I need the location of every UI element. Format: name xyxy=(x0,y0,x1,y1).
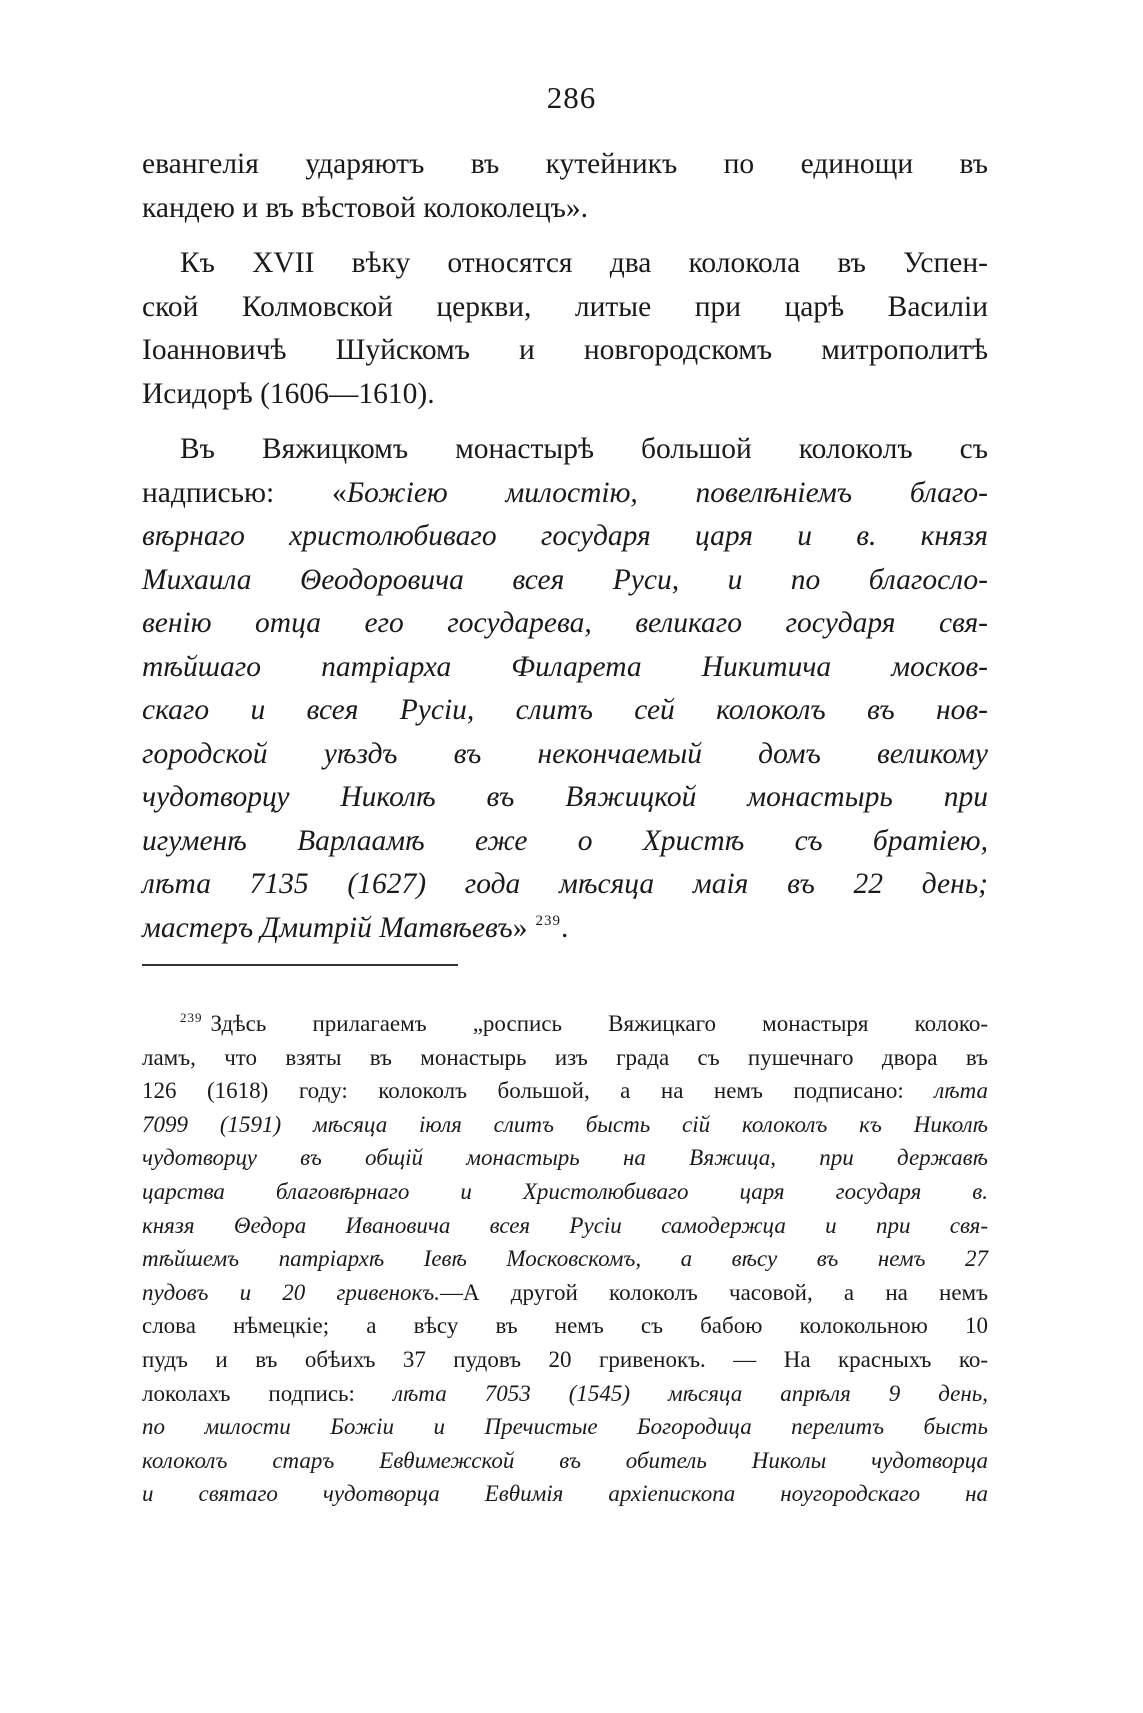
text-line xyxy=(142,559,988,603)
quoted-inscription-text: скаго и всея Русіи, слитъ сей колоколъ въ нов- xyxy=(142,694,988,726)
quoted-inscription-text: 7099 (1591) мѣсяца іюля слитъ бысть сій колоколъ къ Николѣ xyxy=(142,1111,988,1137)
quoted-inscription-text: царства благовѣрнаго и Христолюбиваго царя государя в. xyxy=(142,1178,988,1204)
text-line xyxy=(142,1209,988,1243)
body-text: ской Колмовской церкви, литые при царѣ Василіи xyxy=(142,290,988,323)
paragraph-gap xyxy=(142,230,988,242)
text-line xyxy=(142,373,988,417)
quoted-inscription-text: и святаго чудотворца Евθимія архіепископа ноугородскаго на xyxy=(142,1481,988,1507)
text-line xyxy=(142,689,988,733)
quoted-inscription-text: вѣрнаго христолюбиваго государя царя и в. князя xyxy=(142,520,988,552)
page-number: 286 xyxy=(546,80,597,115)
text-line xyxy=(142,515,988,559)
body-text: слова нѣмецкіе; а вѣсу въ немъ съ бабою колокольною 10 xyxy=(142,1313,988,1339)
quoted-inscription-text: венію отца его государева, великаго государя свя- xyxy=(142,607,988,639)
text-line xyxy=(142,776,988,820)
text-line xyxy=(142,1041,988,1075)
quoted-inscription-text: мастеръ Дмитрій Матвѣевъ xyxy=(142,911,513,944)
paragraph-gap xyxy=(142,416,988,428)
body-text: Іоанновичѣ Шуйскомъ и новгородскомъ митрополитѣ xyxy=(142,334,988,366)
text-line xyxy=(142,1007,988,1041)
quoted-inscription-text: чудотворцу въ общій монастырь на Вяжица, при державѣ xyxy=(142,1145,988,1171)
body-text: Къ XVII вѣку относятся два колокола въ Успен- xyxy=(180,247,988,279)
text-line xyxy=(142,1175,988,1209)
text-line xyxy=(142,329,988,373)
footnote-reference: 239 xyxy=(535,912,561,929)
body-text: локолахъ подпись: xyxy=(142,1380,393,1406)
body-text: Въ Вяжицкомъ монастырѣ большой колоколъ съ xyxy=(180,433,988,465)
text-line xyxy=(142,1276,988,1310)
body-text: » xyxy=(512,911,528,944)
body-text: . xyxy=(561,911,569,944)
text-line xyxy=(142,820,988,864)
text-line xyxy=(142,1410,988,1444)
text-line xyxy=(142,646,988,690)
body-text: пудъ и въ обѣихъ 37 пудовъ 20 гривенокъ. — На красныхъ ко- xyxy=(142,1346,988,1372)
text-line xyxy=(142,907,988,951)
body-text: евангелія ударяютъ въ кутейникъ по единощи въ xyxy=(142,148,988,180)
text-line xyxy=(142,1108,988,1142)
text-line xyxy=(142,187,988,231)
body-text: надписью: « xyxy=(142,476,347,509)
quoted-inscription-text: колоколъ старъ Евθимежской въ обитель Николы чудотворца xyxy=(142,1447,988,1473)
body-text: 126 (1618) году: колоколъ большой, а на немъ подписано: xyxy=(142,1078,935,1104)
text-line xyxy=(142,286,988,330)
text-line xyxy=(142,1309,988,1343)
text-line xyxy=(142,1444,988,1478)
text-line xyxy=(142,1343,988,1377)
quoted-inscription-text: лѣта 7053 (1545) мѣсяца апрѣля 9 день, xyxy=(392,1380,989,1406)
text-line xyxy=(142,1074,988,1108)
quoted-inscription-text: чудотворцу Николѣ въ Вяжицкой монастырь при xyxy=(142,781,988,813)
quoted-inscription-text: Божіею милостію, повелѣніемъ благо- xyxy=(346,476,989,509)
body-text: Здѣсь прилагаемъ „роспись Вяжицкаго монастыря колоко- xyxy=(210,1011,988,1036)
quoted-inscription-text: пудовъ и 20 гривенокъ. xyxy=(142,1279,440,1305)
footnote-rule xyxy=(142,964,458,966)
quoted-inscription-text: лѣта xyxy=(934,1078,988,1104)
text-line xyxy=(142,143,988,187)
text-line xyxy=(142,472,988,516)
text-line xyxy=(142,863,988,907)
footnote-239 xyxy=(142,1007,988,1511)
text-line xyxy=(142,602,988,646)
text-line xyxy=(142,1141,988,1175)
text-line xyxy=(142,1377,988,1411)
text-line xyxy=(142,428,988,472)
text-line xyxy=(142,242,988,286)
text-line xyxy=(142,1477,988,1511)
quoted-inscription-text: тѣйшаго патріарха Филарета Никитича москов- xyxy=(142,650,988,683)
quoted-inscription-text: Михаила Θеодоровича всея Руси, и по благосло- xyxy=(142,563,988,596)
text-line xyxy=(142,1242,988,1276)
main-text xyxy=(142,143,988,950)
body-text: кандею и въ вѣстовой колоколецъ». xyxy=(142,191,589,224)
quoted-inscription-text: князя Θедора Ивановича всея Русіи самодержца и при свя- xyxy=(142,1212,988,1238)
quoted-inscription-text: тѣйшемъ патріархѣ Іевѣ Московскомъ, а вѣсу въ немъ 27 xyxy=(142,1246,988,1272)
quoted-inscription-text: игуменѣ Варлаамѣ еже о Христѣ съ братіею, xyxy=(142,824,988,857)
footnote-marker: 239 xyxy=(180,1010,203,1025)
body-text: Исидорѣ (1606—1610). xyxy=(142,377,435,410)
body-text: ламъ, что взяты въ монастырь изъ града съ пушечнаго двора въ xyxy=(142,1044,988,1070)
quoted-inscription-text: по милости Божіи и Пречистые Богородица перелитъ бысть xyxy=(142,1414,988,1440)
quoted-inscription-text: городской уѣздъ въ некончаемый домъ великому xyxy=(142,737,988,770)
body-text: —А другой колоколъ часовой, а на немъ xyxy=(440,1279,989,1305)
quoted-inscription-text: лѣта 7135 (1627) года мѣсяца маія въ 22 день; xyxy=(142,868,988,900)
text-line xyxy=(142,733,988,777)
